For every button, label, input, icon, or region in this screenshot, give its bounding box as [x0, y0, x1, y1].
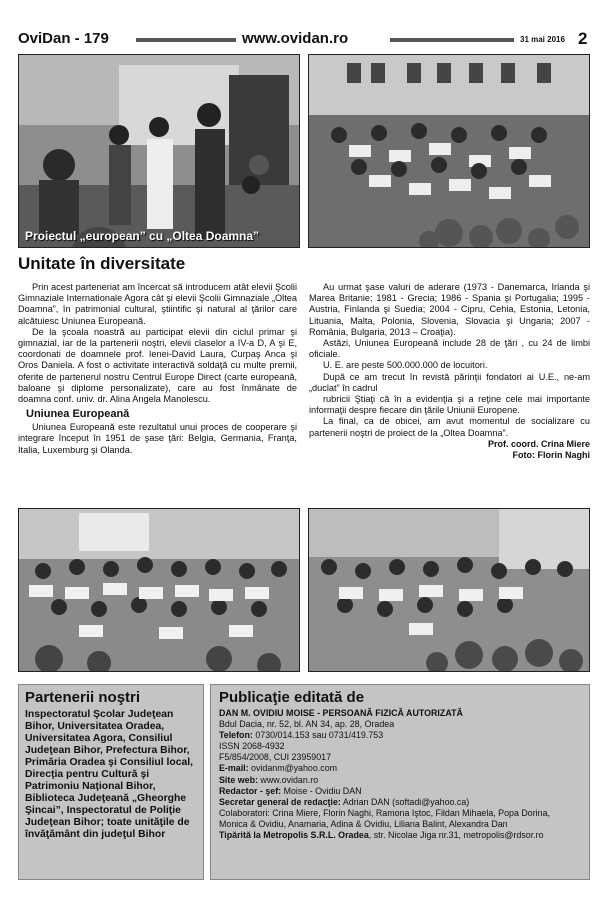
publisher-title: Publicaţie editată de — [219, 689, 365, 706]
photo-presentation — [18, 54, 300, 248]
article-column-left — [18, 282, 297, 456]
secretary-label: Secretar general de redacţie: — [219, 796, 341, 807]
collaborators: Colaboratori: Crina Miere, Florin Naghi, Ramona Iştoc, Fildan Mihaela, Popa Dorina, Monica & Ovidiu, Anamaria, Adina & Ovidiu, Liliana Balint, Alexandra Dan — [219, 807, 550, 829]
photo-students-diplomas-left — [18, 508, 300, 672]
photo-credit: Foto: Florin Naghi — [512, 449, 590, 460]
phone-label: Telefon: — [219, 730, 253, 741]
publisher-site — [219, 775, 581, 786]
site-label: Site web: — [219, 774, 258, 785]
header-rule-left — [136, 38, 236, 42]
secretary-value: Adrian DAN (softadi@yahoo.ca) — [340, 796, 470, 807]
general-secretary — [219, 797, 581, 808]
printer-label: Tipărită la Metropolis S.R.L. Oradea — [219, 830, 369, 841]
author-signature: Prof. coord. Crina Miere — [487, 438, 590, 449]
printer-value: , str. Nicolae Jiga nr.31, metropolis@rdsor.ro — [368, 830, 544, 841]
article-paragraph: U. E. are peste 500.000.000 de locuitori. — [323, 360, 488, 371]
publisher-issn: ISSN 2068-4932 — [219, 741, 285, 752]
photo-students-diplomas-right — [308, 508, 590, 672]
section-subhead: Uniunea Europeană — [26, 408, 130, 421]
photo-group-classroom — [308, 54, 590, 248]
publisher-box — [210, 684, 590, 880]
editor-value: Moise - Ovidiu DAN — [281, 785, 362, 796]
article-title: Unitate în diversitate — [18, 254, 186, 273]
article-paragraph: Prin acest parteneriat am încercat să introducem atât elevii Şcolii Gimnaziale Internationale Agora cât şi elevii Şcolii Gimnaziale „Oltea Doamna”, în patrimonial cultural, ştiintific şi natural al ţărilor care alcătuiesc Uniunea Europeană. — [18, 282, 297, 326]
printer-line — [219, 830, 581, 841]
site-value[interactable]: www.ovidan.ro — [257, 774, 319, 785]
publisher-address: Bdul Dacia, nr. 52, bl. AN 34, ap. 28, Oradea — [219, 719, 395, 730]
publisher-name: DAN M. OVIDIU MOISE - PERSOANĂ FIZICĂ AUTORIZATĂ — [219, 708, 463, 718]
article-paragraph: După ce am trecut în revistă părinţii fondatori ai U.E., ne-am „duclat” în cadrul — [309, 371, 590, 393]
publisher-email — [219, 763, 581, 774]
publisher-phone — [219, 730, 581, 741]
editor-in-chief — [219, 786, 581, 797]
editor-label: Redactor - şef: — [219, 785, 282, 796]
article-paragraph: Uniunea Europeană este rezultatul unui proces de cooperare şi integrare început în 1951 de şase ţări: Belgia, Germania, Franţa, Italia, Luxemburg şi Olanda. — [18, 422, 297, 455]
page-number: 2 — [578, 29, 588, 48]
header-rule-right — [390, 38, 514, 42]
email-value[interactable]: ovidanm@yahoo.com — [248, 763, 338, 774]
site-url[interactable]: www.ovidan.ro — [242, 30, 349, 47]
partners-list: Inspectoratul Şcolar Judeţean Bihor, Universitatea Oradea, Universitatea Agora, Consiliul Judeţean Bihor, Prefectura Bihor, Primăria Oradea şi Consiliul local, Direcţia pentru Cultură şi Patrimoniu Naţional Bihor, Biblioteca Judeţeană „Gheorghe Şincai”, Inspectoratul de Poliţie Judeţean Bihor; toate unităţile de învăţământ din judeţul Bihor — [25, 709, 194, 840]
article-column-right — [309, 282, 590, 461]
article-paragraph: Astăzi, Uniunea Europeană include 28 de ţări , cu 24 de limbi oficiale. — [309, 338, 590, 360]
article-paragraph: De la şcoala noastră au participat elevii din ciclul primar şi gimnazial, iar de la partenerii noştri, elevii claselor a IV-a D, A şi E, coordonati de doamnele prof. Ienei-David Laura, Curpaş Anca şi Oros Daniela. A fost o activitate interactivă soldaţă cu multe premii, oferite de partenerul nostru Centrul Europe Direct (carte europeană, baloane şi diplome personalizate), care au fost înmânate de doamna conf. univ. dr. Alina Angela Manolescu. — [18, 326, 297, 405]
email-label: E-mail: — [219, 763, 249, 774]
article-paragraph: rubricii Ştiaţi că în a evidenţia şi a reţine cele mai importante informaţii despre fiecare din ţările Uniunii Europene. — [309, 394, 590, 416]
partners-title: Partenerii noştri — [25, 689, 141, 706]
article-paragraph: La final, ca de obicei, am avut momentul de socializare cu partenerii noştri de proiect de la „Oltea Doamna”. — [309, 416, 590, 438]
article-paragraph: Au urmat şase valuri de aderare (1973 - Danemarca, Irlanda şi Marea Britanie; 1981 - Grecia; 1986 - Spania şi Portugalia; 1995 - Austria, Finlanda şi Suedia; 2004 - Cipru, Cehia, Estonia, Letonia, Lituania, Malta, Polonia, Slovenia, Slovacia şi Ungaria; 2007 - România, Bulgaria, 2013 – Croaţia). — [309, 282, 590, 337]
issue-date: 31 mai 2016 — [520, 35, 565, 44]
issue-label: OviDan - 179 — [18, 30, 109, 47]
page-header — [18, 30, 590, 50]
phone-value: 0730/014.153 sau 0731/419.753 — [252, 730, 384, 741]
partners-box — [18, 684, 204, 880]
publisher-cui: F5/854/2008, CUI 23959017 — [219, 752, 332, 763]
photo-caption: Proiectul „european” cu „Oltea Doamna” — [25, 229, 260, 243]
